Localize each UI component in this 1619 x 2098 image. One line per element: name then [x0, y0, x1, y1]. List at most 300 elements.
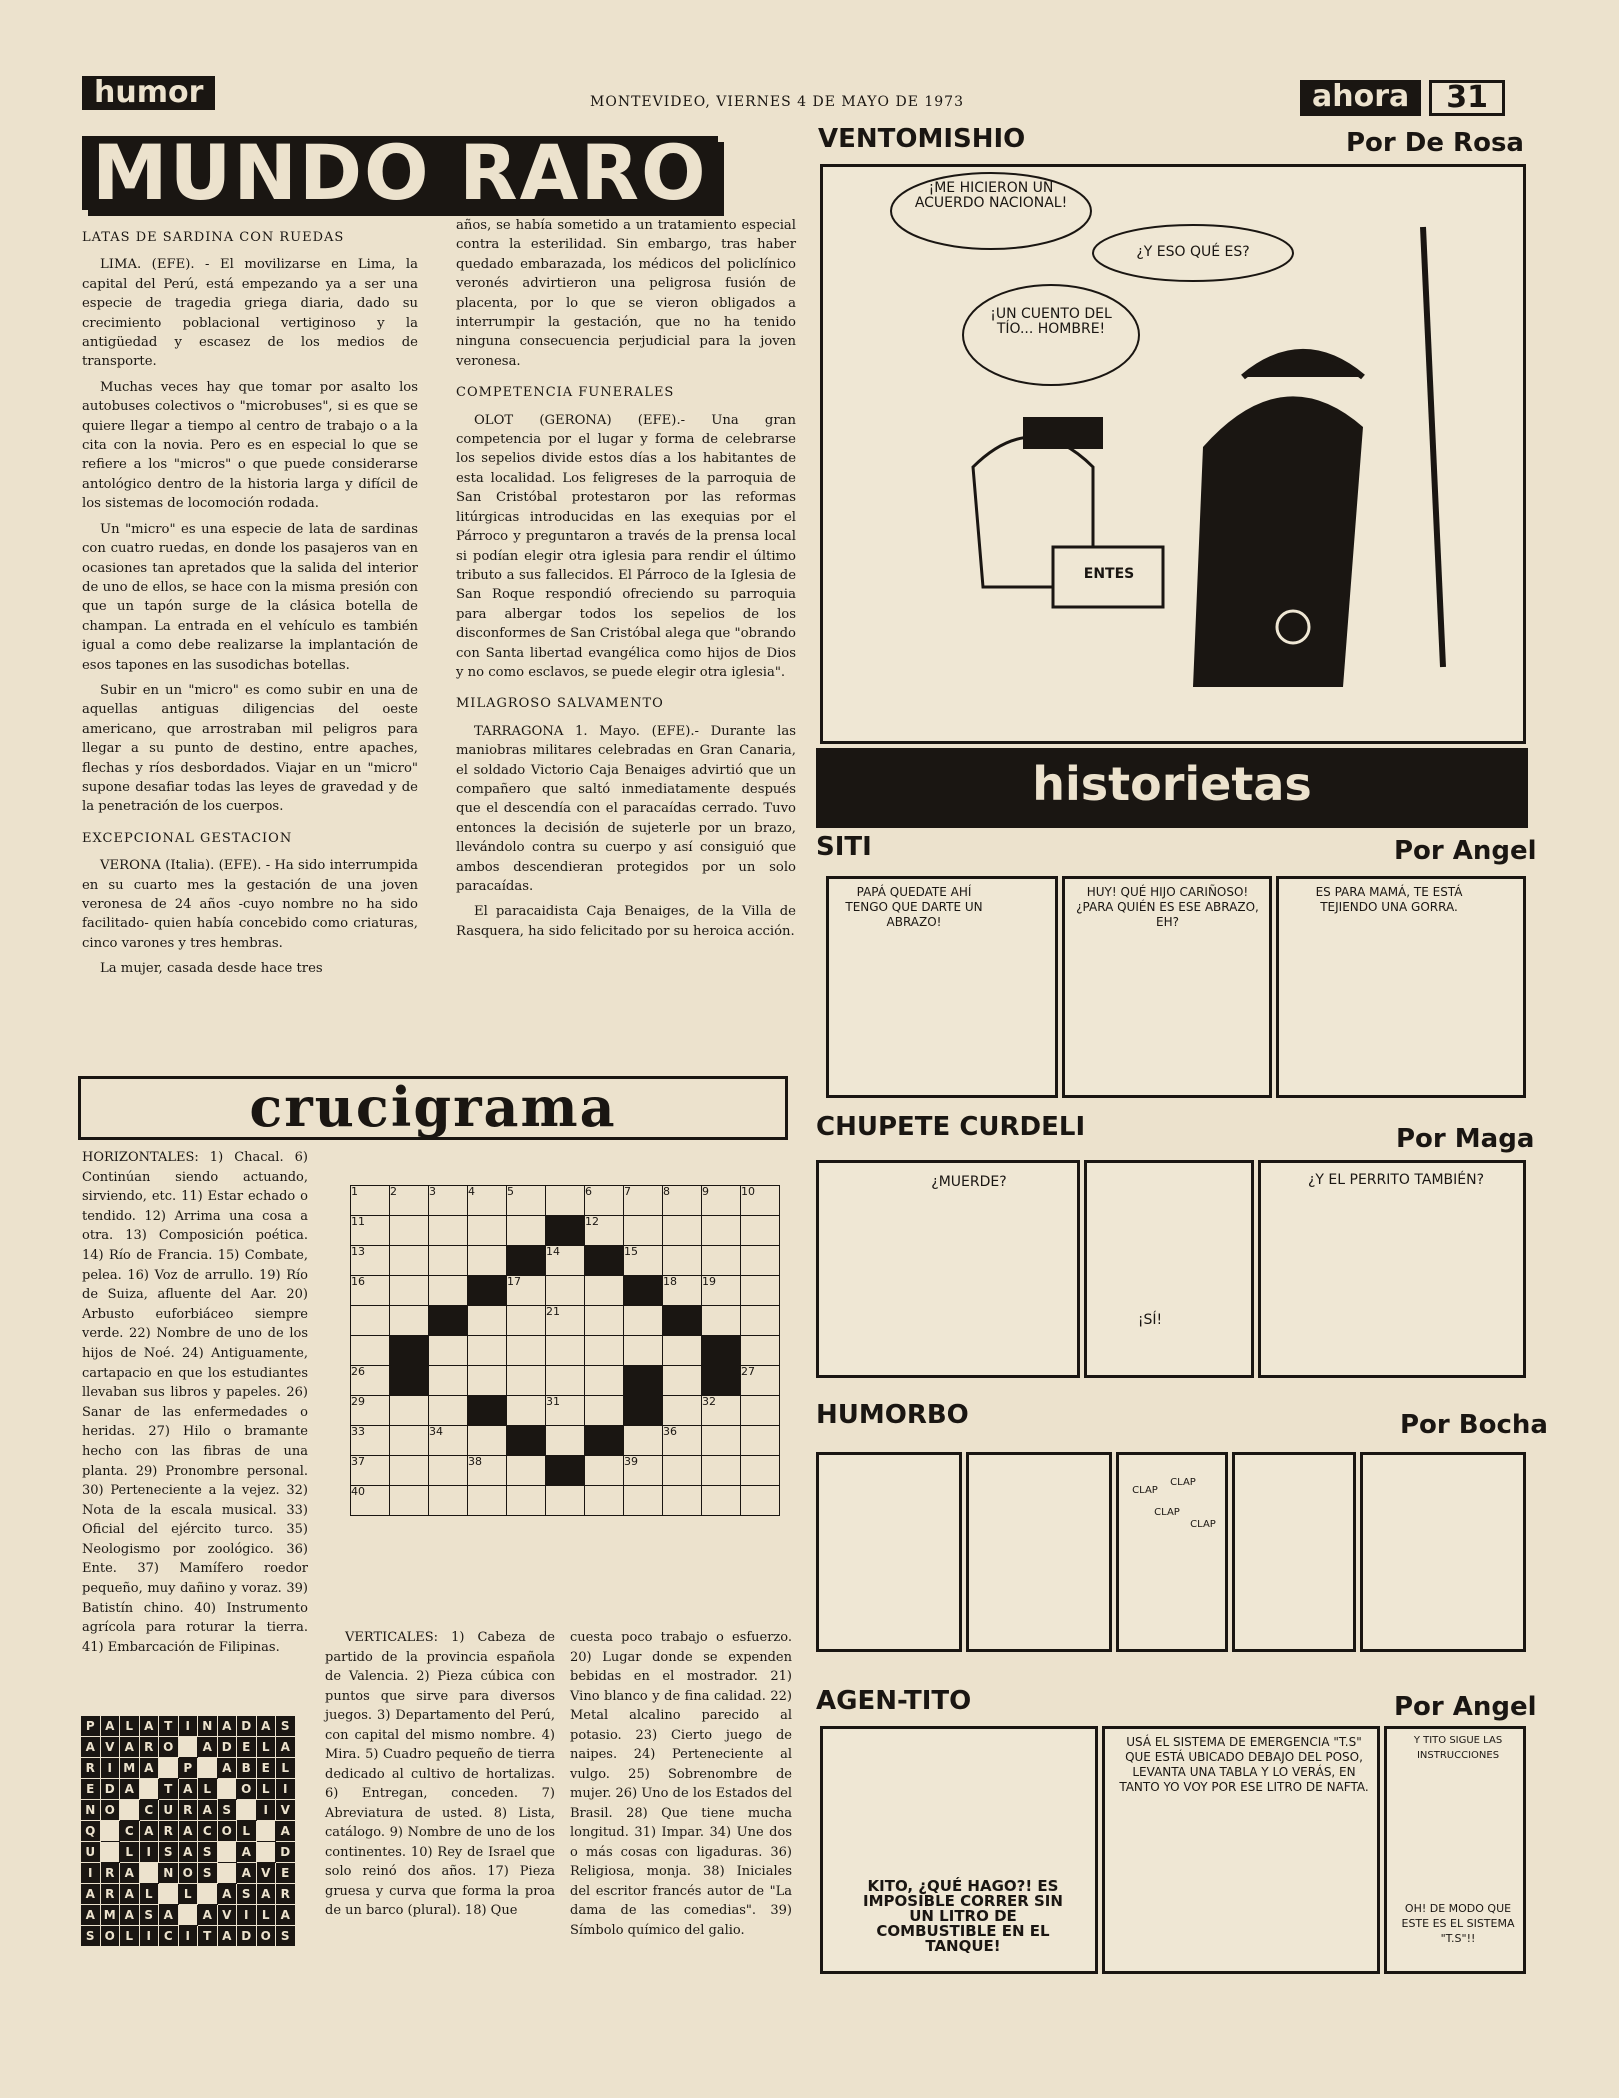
grid-cell: 33 — [351, 1426, 390, 1456]
solution-letter: A — [276, 1905, 296, 1926]
siti-title: SITI — [816, 832, 872, 862]
siti-byline: Por Angel — [1394, 836, 1537, 866]
solution-letter: V — [100, 1737, 120, 1758]
speech-bubble: ¿Y EL PERRITO TAMBIÉN? — [1307, 1172, 1485, 1188]
grid-cell — [546, 1336, 585, 1366]
grid-cell — [741, 1486, 780, 1516]
grid-cell — [624, 1426, 663, 1456]
grid-cell: 15 — [624, 1246, 663, 1276]
siti-panel-2 — [1062, 876, 1272, 1098]
grid-cell: 8 — [663, 1186, 702, 1216]
grid-row — [351, 1336, 780, 1366]
solution-letter: B — [237, 1758, 257, 1779]
grid-cell: 16 — [351, 1276, 390, 1306]
grid-cell — [585, 1366, 624, 1396]
grid-row — [351, 1426, 780, 1456]
chupete-panel-2 — [1084, 1160, 1254, 1378]
grid-cell: 27 — [741, 1366, 780, 1396]
solution-blank — [100, 1821, 120, 1842]
solution-letter: N — [81, 1800, 101, 1821]
solution-row — [81, 1758, 296, 1779]
black-cell — [468, 1276, 507, 1306]
solution-row — [81, 1716, 296, 1737]
solution-letter: A — [178, 1842, 198, 1863]
grid-cell: 9 — [702, 1186, 741, 1216]
speech-bubble: OH! DE MODO QUE ESTE ES EL SISTEMA "T.S"!! — [1401, 1902, 1515, 1945]
solution-letter: L — [237, 1821, 257, 1842]
grid-cell — [546, 1366, 585, 1396]
solution-letter: L — [120, 1926, 140, 1947]
solution-blank — [217, 1779, 237, 1800]
solution-letter: A — [217, 1758, 237, 1779]
brand-block — [1300, 80, 1505, 116]
grid-cell — [468, 1426, 507, 1456]
solution-letter: N — [198, 1716, 218, 1737]
grid-row — [351, 1246, 780, 1276]
solution-letter: S — [139, 1905, 159, 1926]
grid-cell: 11 — [351, 1216, 390, 1246]
grid-cell — [585, 1456, 624, 1486]
speech-bubble: ¿Y ESO QUÉ ES? — [1136, 244, 1250, 260]
solution-letter: O — [100, 1800, 120, 1821]
grid-cell — [429, 1396, 468, 1426]
grid-cell — [507, 1486, 546, 1516]
solution-letter: C — [120, 1821, 140, 1842]
solution-letter: A — [217, 1884, 237, 1905]
solution-letter: S — [81, 1926, 101, 1947]
grid-cell — [624, 1216, 663, 1246]
grid-cell: 13 — [351, 1246, 390, 1276]
grid-row — [351, 1276, 780, 1306]
humorbo-panel-2 — [966, 1452, 1112, 1652]
siti-panel-3 — [1276, 876, 1526, 1098]
article-paragraph: TARRAGONA 1. Mayo. (EFE).- Durante las maniobras militares celebradas en Gran Canaria, el soldado Victorio Caja Benaiges advirtió que un compañero que saltó inmediatamente después que el descendía con el paracaídas cerrado. Tuvo entonces la decisión de sujeterle por un brazo, llevándolo contra su cuerpo y así consiguió que ambos descendieran protegidos por un solo paracaídas. — [456, 723, 796, 894]
grid-cell — [741, 1246, 780, 1276]
chupete-title: CHUPETE CURDELI — [816, 1112, 1086, 1142]
grid-cell — [507, 1306, 546, 1336]
grid-cell: 14 — [546, 1246, 585, 1276]
solution-letter: S — [237, 1884, 257, 1905]
crossword-grid — [350, 1185, 780, 1516]
solution-letter: A — [198, 1737, 218, 1758]
grid-cell — [663, 1456, 702, 1486]
grid-row — [351, 1396, 780, 1426]
solution-letter: S — [159, 1842, 179, 1863]
grid-cell — [741, 1336, 780, 1366]
grid-cell: 32 — [702, 1396, 741, 1426]
grid-cell — [468, 1246, 507, 1276]
solution-letter: L — [276, 1758, 296, 1779]
solution-letter: I — [139, 1842, 159, 1863]
grid-cell — [390, 1486, 429, 1516]
solution-letter: V — [256, 1863, 276, 1884]
article-paragraph: Un "micro" es una especie de lata de sardinas con cuatro ruedas, en donde los pasajeros van en ocasiones tan apretados que la salida del interior de uno de ellos, se hace con la misma presión con que un tapón surge de la clásica botella de champan. La entrada en el vehículo es también igual a como debe realizarse la implantación de esos tapones en las susodichas botellas. — [82, 521, 418, 673]
article-paragraph: La mujer, casada desde hace tres — [100, 961, 323, 977]
grid-cell — [741, 1456, 780, 1486]
grid-cell — [468, 1366, 507, 1396]
humorbo-panel-4 — [1232, 1452, 1356, 1652]
solution-letter: R — [139, 1737, 159, 1758]
solution-letter: A — [120, 1905, 140, 1926]
grid-row — [351, 1486, 780, 1516]
grid-cell — [429, 1366, 468, 1396]
solution-letter: T — [159, 1716, 179, 1737]
grid-row — [351, 1456, 780, 1486]
solution-letter: A — [217, 1926, 237, 1947]
solution-blank — [217, 1863, 237, 1884]
article-paragraph: LIMA. (EFE). - El movilizarse en Lima, la capital del Perú, está empezando ya a ser una especie de tragedia griega diaria, dado su crecimiento poblacional vertiginoso y la antigüedad y escasez de los medios de transporte. — [82, 257, 418, 370]
solution-blank — [178, 1905, 198, 1926]
solution-row — [81, 1800, 296, 1821]
grid-cell — [585, 1486, 624, 1516]
grid-cell — [429, 1336, 468, 1366]
solution-blank — [100, 1842, 120, 1863]
humorbo-panel-3 — [1116, 1452, 1228, 1652]
solution-letter: O — [100, 1926, 120, 1947]
solution-row — [81, 1779, 296, 1800]
solution-letter: E — [81, 1779, 101, 1800]
solution-letter: D — [237, 1926, 257, 1947]
black-cell — [585, 1246, 624, 1276]
solution-letter: A — [198, 1800, 218, 1821]
solution-letter: E — [256, 1758, 276, 1779]
grid-row — [351, 1366, 780, 1396]
speech-bubble: HUY! QUÉ HIJO CARIÑOSO! ¿PARA QUIÉN ES ESE ABRAZO, EH? — [1076, 885, 1259, 929]
grid-cell — [468, 1486, 507, 1516]
solution-letter: C — [159, 1926, 179, 1947]
solution-letter: A — [81, 1737, 101, 1758]
siti-panel-1 — [826, 876, 1058, 1098]
grid-cell — [468, 1216, 507, 1246]
grid-cell — [624, 1306, 663, 1336]
mundo-raro-col1 — [82, 216, 418, 985]
grid-cell: 18 — [663, 1276, 702, 1306]
black-cell — [429, 1306, 468, 1336]
box-label: ENTES — [1083, 566, 1135, 582]
solution-letter: A — [120, 1863, 140, 1884]
solution-row — [81, 1821, 296, 1842]
solution-letter: A — [139, 1716, 159, 1737]
solution-letter: R — [100, 1863, 120, 1884]
grid-cell — [585, 1336, 624, 1366]
solution-letter: E — [237, 1737, 257, 1758]
grid-row — [351, 1216, 780, 1246]
agentito-panel-1 — [820, 1726, 1098, 1974]
solution-letter: I — [237, 1905, 257, 1926]
black-cell — [702, 1336, 741, 1366]
speech-bubble: KITO, ¿QUÉ HAGO?! ES IMPOSIBLE CORRER SIN UN LITRO DE COMBUSTIBLE EN EL TANQUE! — [863, 1877, 1063, 1955]
ventomishio-cartoon — [820, 164, 1526, 744]
solution-letter: L — [256, 1779, 276, 1800]
grid-cell — [468, 1336, 507, 1366]
black-cell — [585, 1426, 624, 1456]
grid-cell — [390, 1456, 429, 1486]
solution-letter: T — [159, 1779, 179, 1800]
caption: Y TITO SIGUE LAS INSTRUCCIONES — [1413, 1735, 1503, 1761]
grid-row — [351, 1306, 780, 1336]
grid-cell — [546, 1186, 585, 1216]
grid-cell: 31 — [546, 1396, 585, 1426]
solution-letter: L — [198, 1779, 218, 1800]
grid-cell: 21 — [546, 1306, 585, 1336]
grid-cell — [702, 1306, 741, 1336]
mundo-raro-title: MUNDO RARO — [82, 136, 718, 210]
solution-letter: A — [100, 1716, 120, 1737]
solution-letter: C — [139, 1800, 159, 1821]
solution-letter: A — [139, 1758, 159, 1779]
grid-cell — [429, 1216, 468, 1246]
grid-cell: 40 — [351, 1486, 390, 1516]
solution-letter: A — [178, 1779, 198, 1800]
chupete-byline: Por Maga — [1396, 1124, 1535, 1154]
agentito-title: AGEN-TITO — [816, 1686, 972, 1716]
solution-letter: P — [81, 1716, 101, 1737]
speech-bubble: PAPÁ QUEDATE AHÍ TENGO QUE DARTE UN ABRAZO! — [845, 885, 983, 929]
article-paragraph: VERONA (Italia). (EFE). - Ha sido interrumpida en su cuarto mes la gestación de una joven veronesa de 24 años -cuyo nombre no ha sido facilitado- quien había concebido como criaturas, cinco varones y tres hembras. — [82, 858, 418, 951]
solution-letter: A — [178, 1821, 198, 1842]
grid-cell — [585, 1276, 624, 1306]
solution-blank — [237, 1800, 257, 1821]
black-cell — [702, 1366, 741, 1396]
grid-cell — [741, 1216, 780, 1246]
grid-cell — [663, 1246, 702, 1276]
solution-letter: A — [81, 1884, 101, 1905]
black-cell — [468, 1396, 507, 1426]
black-cell — [546, 1456, 585, 1486]
speech-bubble: ES PARA MAMÁ, TE ESTÁ TEJIENDO UNA GORRA. — [1315, 885, 1463, 914]
grid-cell: 39 — [624, 1456, 663, 1486]
grid-cell — [663, 1216, 702, 1246]
grid-cell — [624, 1336, 663, 1366]
solution-letter: D — [276, 1842, 296, 1863]
solution-letter: N — [159, 1863, 179, 1884]
grid-cell — [429, 1276, 468, 1306]
black-cell — [507, 1246, 546, 1276]
solution-letter: L — [178, 1884, 198, 1905]
solution-letter: I — [178, 1926, 198, 1947]
article-paragraph: OLOT (GERONA) (EFE).- Una gran competencia por el lugar y forma de celebrarse los sepelios divide estos días a los habitantes de esta localidad. Los feligreses de la parroquia de San Cristóbal protestaron por las reformas litúrgicas introducidas en las exequias por el Párroco y preguntaron a través de la prensa local si podían elegir otra iglesia para rendir el último tributo a sus fallecidos. El Párroco de la Iglesia de San Roque respondió ofreciendo su parroquia para albergar todos los sepelios de los disconformes de San Cristóbal alega que "obrando con Santa libertad evangélica como hijos de Dios y no como esclavos, se puede elegir otra iglesia". — [456, 412, 796, 680]
sound-effect: CLAP — [1132, 1485, 1158, 1496]
grid-cell — [468, 1306, 507, 1336]
article-paragraph: años, se había sometido a un tratamiento especial contra la esterilidad. Sin embargo, tras haber quedado embarazada, los médicos del policlínico veronés advirtieron una peligrosa fusión de placenta, por lo que se vieron obligados a interrumpir la gestación, que no ha tenido ninguna consecuencia perjudicial para la joven veronesa. — [456, 218, 796, 369]
horizontales-clues — [82, 1148, 308, 1663]
grid-cell — [390, 1216, 429, 1246]
grid-cell — [507, 1456, 546, 1486]
solution-letter: A — [159, 1905, 179, 1926]
solution-blank — [159, 1758, 179, 1779]
grid-cell: 12 — [585, 1216, 624, 1246]
solution-letter: R — [81, 1758, 101, 1779]
solution-letter: A — [120, 1884, 140, 1905]
solution-letter: A — [256, 1716, 276, 1737]
grid-cell — [663, 1336, 702, 1366]
black-cell — [663, 1306, 702, 1336]
grid-cell — [702, 1456, 741, 1486]
humorbo-panel-5 — [1360, 1452, 1526, 1652]
black-cell — [624, 1276, 663, 1306]
article-heading: MILAGROSO SALVAMENTO — [456, 696, 664, 712]
solution-letter: A — [276, 1821, 296, 1842]
solution-row — [81, 1842, 296, 1863]
solution-letter: O — [159, 1737, 179, 1758]
section-tag: humor — [82, 76, 215, 110]
grid-cell: 4 — [468, 1186, 507, 1216]
grid-cell: 19 — [702, 1276, 741, 1306]
solution-letter: A — [237, 1863, 257, 1884]
solution-blank — [198, 1758, 218, 1779]
speech-bubble: ¿MUERDE? — [931, 1174, 1007, 1190]
grid-cell: 36 — [663, 1426, 702, 1456]
humorbo-byline: Por Bocha — [1400, 1410, 1548, 1440]
solution-row — [81, 1863, 296, 1884]
solution-letter: L — [256, 1905, 276, 1926]
solution-letter: O — [237, 1779, 257, 1800]
grid-cell — [702, 1246, 741, 1276]
chupete-panel-1 — [816, 1160, 1080, 1378]
solution-blank — [178, 1737, 198, 1758]
solution-blank — [139, 1863, 159, 1884]
solution-letter: D — [100, 1779, 120, 1800]
black-cell — [546, 1216, 585, 1246]
solution-row — [81, 1905, 296, 1926]
grid-cell: 38 — [468, 1456, 507, 1486]
dateline: MONTEVIDEO, VIERNES 4 DE MAYO DE 1973 — [590, 94, 964, 110]
agentito-panel-2 — [1102, 1726, 1380, 1974]
solution-letter: A — [81, 1905, 101, 1926]
solution-letter: Q — [81, 1821, 101, 1842]
historietas-banner: historietas — [816, 748, 1528, 828]
article-heading: COMPETENCIA FUNERALES — [456, 385, 675, 401]
solution-blank — [198, 1884, 218, 1905]
solution-letter: D — [237, 1716, 257, 1737]
crossword-solution — [80, 1715, 296, 1947]
solution-letter: L — [120, 1716, 140, 1737]
grid-cell — [624, 1486, 663, 1516]
solution-row — [81, 1926, 296, 1947]
grid-cell: 7 — [624, 1186, 663, 1216]
grid-cell: 34 — [429, 1426, 468, 1456]
solution-blank — [139, 1779, 159, 1800]
sound-effect: CLAP — [1154, 1507, 1180, 1518]
solution-letter: I — [276, 1779, 296, 1800]
grid-cell — [507, 1216, 546, 1246]
grid-cell: 5 — [507, 1186, 546, 1216]
solution-letter: S — [198, 1842, 218, 1863]
humorbo-title: HUMORBO — [816, 1400, 969, 1430]
grid-cell: 6 — [585, 1186, 624, 1216]
mundo-raro-col2 — [456, 216, 796, 947]
grid-cell — [663, 1486, 702, 1516]
speech-bubble: ¡UN CUENTO DEL TÍO... HOMBRE! — [990, 306, 1112, 337]
solution-letter: O — [217, 1821, 237, 1842]
article-paragraph: Subir en un "micro" es como subir en una de aquellas antiguas diligencias del oeste americano, que arrostraban mil peligros para llegar a su punto de destino, entre apaches, flechas y ríos desbordados. Viajar en un "micro" supone desafiar todas las leyes de gravedad y de la penetración de los cuerpos. — [82, 682, 418, 815]
sound-effect: CLAP — [1190, 1519, 1216, 1530]
solution-letter: A — [256, 1884, 276, 1905]
grid-cell — [429, 1246, 468, 1276]
solution-letter: A — [198, 1905, 218, 1926]
grid-cell — [390, 1396, 429, 1426]
speech-bubble: ¡SÍ! — [1137, 1312, 1163, 1328]
grid-cell — [741, 1396, 780, 1426]
solution-letter: S — [276, 1926, 296, 1947]
grid-cell: 1 — [351, 1186, 390, 1216]
agentito-byline: Por Angel — [1394, 1692, 1537, 1722]
grid-cell — [390, 1246, 429, 1276]
grid-cell — [546, 1486, 585, 1516]
grid-cell: 26 — [351, 1366, 390, 1396]
solution-letter: R — [159, 1821, 179, 1842]
chupete-panel-3 — [1258, 1160, 1526, 1378]
article-paragraph: Muchas veces hay que tomar por asalto los autobuses colectivos o "microbuses", si es que se quiere llegar a tiempo al centro de trabajo o a la cita con la novia. Pero es en especial lo que se refiere a los "micros" o que puede considerarse antológico dentro de la historia larga y difícil de los sistemas de locomoción rodada. — [82, 379, 418, 512]
page-number: 31 — [1429, 80, 1505, 116]
solution-letter: U — [81, 1842, 101, 1863]
solution-letter: V — [217, 1905, 237, 1926]
grid-cell: 2 — [390, 1186, 429, 1216]
brand-tag: ahora — [1300, 80, 1421, 116]
solution-letter: L — [120, 1842, 140, 1863]
grid-row — [351, 1186, 780, 1216]
solution-row — [81, 1884, 296, 1905]
grid-cell: 37 — [351, 1456, 390, 1486]
solution-letter: C — [198, 1821, 218, 1842]
grid-cell — [390, 1426, 429, 1456]
article-heading: LATAS DE SARDINA CON RUEDAS — [82, 230, 345, 245]
solution-row — [81, 1737, 296, 1758]
grid-cell — [741, 1306, 780, 1336]
grid-cell — [429, 1486, 468, 1516]
grid-cell — [702, 1216, 741, 1246]
ventomishio-title: VENTOMISHIO — [818, 124, 1026, 154]
solution-letter: A — [120, 1737, 140, 1758]
black-cell — [624, 1366, 663, 1396]
black-cell — [624, 1396, 663, 1426]
solution-letter: L — [139, 1884, 159, 1905]
speech-bubble: USÁ EL SISTEMA DE EMERGENCIA "T.S" QUE ESTÁ UBICADO DEBAJO DEL POSO, LEVANTA UNA TABLA Y LO VERÁS, EN TANTO YO VOY POR ESE LITRO DE NAFTA. — [1119, 1735, 1369, 1794]
grid-cell — [702, 1486, 741, 1516]
grid-cell — [351, 1306, 390, 1336]
solution-letter: I — [81, 1863, 101, 1884]
ventomishio-byline: Por De Rosa — [1346, 128, 1524, 158]
grid-cell — [702, 1426, 741, 1456]
article-paragraph: El paracaidista Caja Benaiges, de la Villa de Rasquera, ha sido felicitado por su heroica acción. — [456, 904, 796, 939]
solution-letter: E — [276, 1863, 296, 1884]
solution-blank — [159, 1884, 179, 1905]
solution-letter: M — [100, 1905, 120, 1926]
solution-letter: U — [159, 1800, 179, 1821]
grid-cell — [663, 1396, 702, 1426]
black-cell — [390, 1366, 429, 1396]
grid-cell — [585, 1306, 624, 1336]
grid-cell: 3 — [429, 1186, 468, 1216]
solution-letter: I — [100, 1758, 120, 1779]
black-cell — [390, 1336, 429, 1366]
grid-cell — [663, 1366, 702, 1396]
solution-blank — [256, 1842, 276, 1863]
clues-text: cuesta poco trabajo o esfuerzo. 20) Lugar donde se expenden bebidas en el mostrador. 21) Vino blanco y de fina calidad. 22) Metal alcalino parecido al potasio. 23) Cierto juego de naipes. 24) Perteneciente al vulgo. 25) Sobrenombre de mujer. 26) Uno de los Estados del Brasil. 28) Que tiene mucha longitud. 31) Impar. 34) Une dos o más cosas con ligaduras. 36) Religiosa, monja. 38) Iniciales del escritor francés autor de "La dama de las comedias". 39) Símbolo químico del galio. — [570, 1630, 792, 1938]
solution-letter: I — [139, 1926, 159, 1947]
grid-cell — [351, 1336, 390, 1366]
grid-cell — [507, 1396, 546, 1426]
grid-cell — [741, 1276, 780, 1306]
grid-cell — [390, 1276, 429, 1306]
agentito-panel-3 — [1384, 1726, 1526, 1974]
speech-bubble: ¡ME HICIERON UN ACUERDO NACIONAL! — [914, 180, 1068, 211]
solution-letter: I — [256, 1800, 276, 1821]
solution-letter: M — [120, 1758, 140, 1779]
solution-letter: O — [178, 1863, 198, 1884]
grid-cell — [507, 1336, 546, 1366]
article-heading: EXCEPCIONAL GESTACION — [82, 830, 293, 846]
